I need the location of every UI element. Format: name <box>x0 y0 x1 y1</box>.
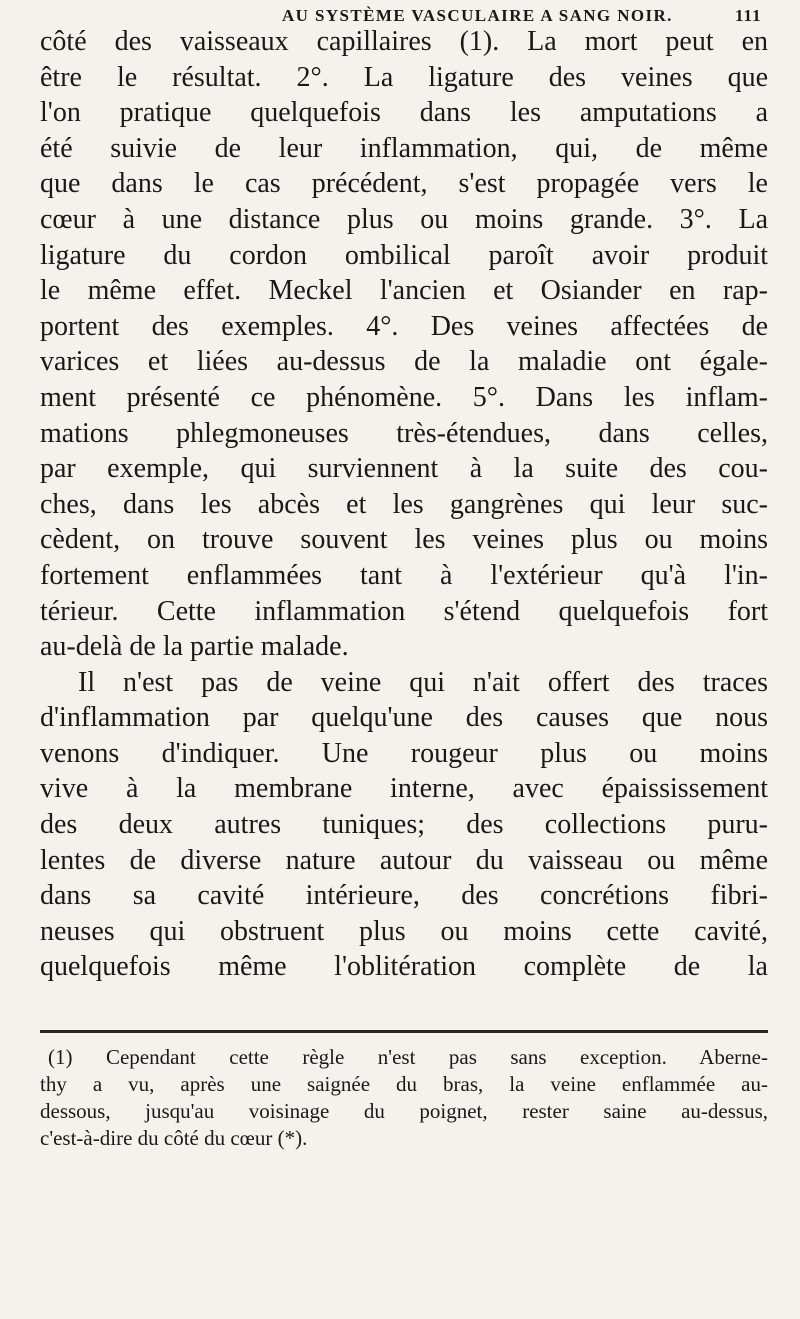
text-line: ment présenté ce phénomène. 5°. Dans les inflam- <box>40 381 768 413</box>
paragraph-first-line: Il n'est pas de veine qui n'ait offert des traces <box>78 666 768 698</box>
text-line: par exemple, qui surviennent à la suite des cou- <box>40 453 768 485</box>
footnote <box>40 1044 768 1152</box>
page-number: 111 <box>735 6 762 25</box>
text-line: cèdent, on trouve souvent les veines plus ou moins <box>40 524 768 556</box>
footnote-line: c'est-à-dire du côté du cœur (*). <box>40 1126 308 1150</box>
running-title: AU SYSTÈME VASCULAIRE A SANG NOIR. <box>282 6 673 25</box>
text-line: été suivie de leur inflammation, qui, de même <box>40 132 768 164</box>
text-line: cœur à une distance plus ou moins grande. 3°. La <box>40 203 768 235</box>
text-line: neuses qui obstruent plus ou moins cette cavité, <box>40 915 768 947</box>
text-line: l'on pratique quelquefois dans les amputations a <box>40 97 768 129</box>
text-line: vive à la membrane interne, avec épaississement <box>40 773 768 805</box>
text-line: être le résultat. 2°. La ligature des veines que <box>40 61 768 93</box>
text-line: venons d'indiquer. Une rougeur plus ou moins <box>40 737 768 769</box>
footnote-divider <box>40 1030 768 1033</box>
footnote-line: dessous, jusqu'au voisinage du poignet, rester saine au-dessus, <box>40 1099 768 1123</box>
text-line: que dans le cas précédent, s'est propagée vers le <box>40 168 768 200</box>
text-line: fortement enflammées tant à l'extérieur qu'à l'in- <box>40 559 768 591</box>
text-line: des deux autres tuniques; des collections puru- <box>40 809 768 841</box>
text-line: quelquefois même l'oblitération complète de la <box>40 951 768 983</box>
text-line: côté des vaisseaux capillaires (1). La mort peut en <box>40 26 768 57</box>
text-line: d'inflammation par quelqu'une des causes que nous <box>40 702 768 734</box>
text-line: dans sa cavité intérieure, des concrétions fibri- <box>40 880 768 912</box>
text-line: le même effet. Meckel l'ancien et Osiander en rap- <box>40 275 768 307</box>
body-text <box>40 24 768 985</box>
text-line: portent des exemples. 4°. Des veines affectées de <box>40 310 768 342</box>
text-line: varices et liées au-dessus de la maladie ont égale- <box>40 346 768 378</box>
text-line: térieur. Cette inflammation s'étend quelquefois fort <box>40 595 768 627</box>
footnote-line: thy a vu, après une saignée du bras, la veine enflammée au- <box>40 1072 768 1096</box>
text-line: mations phlegmoneuses très-étendues, dans celles, <box>40 417 768 449</box>
paragraph-last-line: au-delà de la partie malade. <box>40 631 349 663</box>
text-line: lentes de diverse nature autour du vaisseau ou même <box>40 844 768 876</box>
text-line: ligature du cordon ombilical paroît avoir produit <box>40 239 768 271</box>
text-line: ches, dans les abcès et les gangrènes qui leur suc- <box>40 488 768 520</box>
footnote-line: (1) Cependant cette règle n'est pas sans exception. Aberne- <box>48 1045 768 1069</box>
